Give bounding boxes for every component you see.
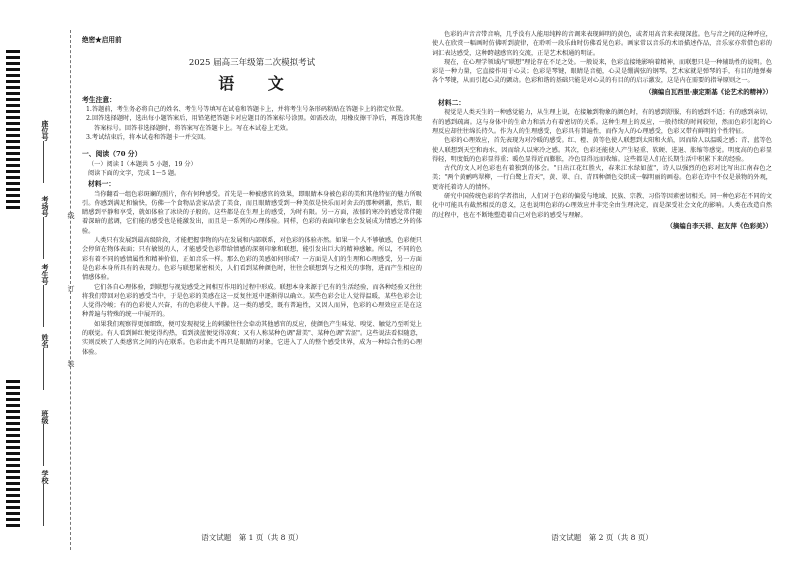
passage-paragraph: 现在，在心理学领域内"联想"理论存在不足之处。一般说来，色彩直接地影响着精神，而联想只是一种辅助性的说明。色彩是一种力量，它直接作用于心灵；色彩是琴键，眼睛是音槌，心灵是绷满弦的钢琴。艺术家就是弹琴的手，有目的地弹奏各个琴键，从而引起心灵的颤动。色彩和谐的基础只能是对心灵的有目的的启示激发，这是内在需要的指导原则之一。	[432, 58, 772, 85]
notes-heading: 考生注意：	[82, 95, 116, 104]
secret-label: 绝密★启用前	[82, 36, 122, 44]
passage-paragraph: 色彩的心理效应，首先表现为对冷暖的感受。红、橙、黄等色使人联想到太阳和火焰，因而给人以温暖之感；青、蓝等色使人联想到天空和海水，因而给人以寒冷之感。其次，色彩还能使人产生轻重、软硬、进退、胀缩等感觉。明度高的色彩显得轻，明度低的色彩显得重；暖色显得近而膨胀，冷色显得远而收缩。这些都是人们在长期生活中积累下来的经验。	[432, 137, 772, 163]
passage-paragraph: 人类只有发展到最高级阶段，才能把握事物的内在发展和内部联系，对色彩的体验亦然。如果一个人不够敏感，色彩便只会停留在物体表面；只有敏锐的人，才能感受色彩带给情感的深刻印象和联想，能引发出巨大的精神感触。所以，不同的色彩有着不同的感情属性和精神价值，正如音乐一样。那么色彩的美感如何形成？一方面是人们的生理和心理感受，另一方面是色彩本身所具有的表现力。色彩与联想紧密相关，人们看到某种颜色时，往往会联想到与之相关的事物，进而产生相应的情感体验。	[82, 237, 422, 282]
field-school: 学校	[38, 470, 50, 484]
passage-paragraph: 研究中国传统色彩的学者指出，人们对于色彩的偏爱与地域、民族、宗教、习俗等因素密切相关。同一种色彩在不同的文化中可能具有截然相反的意义，这也说明色彩的心理效应并非完全由生理决定，而是深受社会文化的影响。人类在改造自然的过程中，也在不断地塑造着自己对色彩的感受与理解。	[432, 193, 772, 219]
material-1-heading: 材料一：	[88, 180, 116, 189]
seal-mark-bind: 订	[67, 285, 75, 292]
page-1	[82, 30, 422, 546]
barcode-top	[6, 50, 20, 210]
field-room-number: 考场号	[38, 196, 50, 217]
citation-1: （摘编自瓦西里·康定斯基《论艺术的精神》）	[645, 87, 772, 96]
passage-paragraph: 视觉是人类天生的一种感觉能力，从生理上说，在接触到物象的颜色时，有的感到舒服，有的感到不适；有的感到亲切，有的感到疏离。这与身体中的生命力和活力有着密切的关系。这种生理上的反应，一般持续的时间较短，然而色彩引起的心理反应却往往绵长持久。作为人的生理感受，色彩具有普遍性，而作为人的心理感受，色彩又带有鲜明的个性特征。	[432, 109, 772, 135]
field-name: 姓名	[38, 334, 50, 348]
passage-paragraph: 当你翻看一组色彩斑斓的照片，你有何种感受。首先是一种被感官的效果，即眼睛本身被色彩的美和其他特征的魅力所吸引。你感到满足和愉快，仿佛一个食物品尝家品尝了美食，而且眼睛感受到一种美似是快乐而对舍去的那种刺激，然后，眼睛感到平静和享受，就如体验了冰块的子般的。这些都是在生理上的感受，为时有限。另一方面，浓郁的寒冷的感觉常伴随着深暗的蓝调，它们能的感受也是能激发出，而且是一系列的心理体验。同样，色彩的表面印象也会发展成为情感之外的体验。	[82, 190, 422, 235]
page-footer-1: 语文试题 第 1 页（共 8 页）	[201, 533, 303, 542]
note-item: 3.考试结束后，将本试卷和答题卡一并交回。	[86, 134, 210, 142]
note-item: 1.答题前，考生务必将自己的姓名、考生号等填写在试卷和答题卡上，并将考生号条形码粘贴在答题卡上的指定位置。	[86, 106, 408, 114]
field-candidate-number: 考生号	[38, 264, 50, 285]
subsection-heading: （一）阅读 I（本题共 5 小题，19 分）	[88, 160, 197, 168]
passage-paragraph: 色彩的声音音带音响，几乎没有人能用纯粹的音调来表现鲜明的黄色，或者用高音来表现深蓝。色与音之间的这种呼应，使人在欣赏一幅画时仿佛听到旋律，在聆听一段乐曲时仿佛看见色彩。画家常以音乐的术语描述作品，音乐家亦常借色彩的词汇表达感受，这种跨越感官的交流，正是艺术相通的明证。	[432, 31, 772, 57]
barcode-bottom	[6, 380, 20, 530]
binding-strip	[0, 0, 75, 566]
citation-2: （摘编自李天祥、赵友萍《色彩美》）	[666, 221, 772, 230]
passage-paragraph: 古代的文人对色彩也有着独到的体会。"日出江花红胜火，春来江水绿如蓝"，诗人以强烈的色彩对比写出江南春色之美；"两个黄鹂鸣翠柳，一行白鹭上青天"，黄、翠、白、青四种颜色交织成一幅明丽的画卷。色彩在诗中不仅是景物的外观，更寄托着诗人的情怀。	[432, 165, 772, 191]
passage-paragraph: 如果我们观察得更加细致，便可发现视觉上的刺激往往会牵动其他感官的反应，使颜色产生味觉、嗅觉、触觉乃至听觉上的联觉。有人看到鲜红便觉得灼热，看到淡蓝便觉得凉爽；又有人称某种色调"甜美"、某种色调"苦涩"。这些说法看似随意，实则反映了人类感官之间的内在联系。色彩由此不再只是眼睛的对象，它进入了人的整个感受世界，成为一种综合性的心理体验。	[82, 320, 422, 356]
instruction-text: 阅读下面的文字，完成 1～5 题。	[88, 169, 181, 177]
field-seat-number: 座位号	[38, 120, 50, 141]
exam-title: 2025 届高三年级第二次模拟考试	[188, 58, 316, 69]
seal-mark-pack: 装	[67, 360, 75, 367]
material-2-heading: 材料二：	[438, 99, 466, 108]
page-2	[432, 30, 772, 546]
seal-mark-line: 线	[67, 212, 75, 219]
subject-title: 语 文	[218, 73, 298, 93]
page-footer-2: 语文试题 第 2 页（共 8 页）	[551, 533, 653, 542]
binding-fields-column	[38, 0, 50, 566]
note-item: 2.回答选择题时，选出每小题答案后，用铅笔把答题卡对应题目的答案标号涂黑。如需改动，用橡皮擦干净后，再选涂其他答案标号。回答非选择题时，将答案写在答题卡上。写在本试卷上无效。	[86, 115, 422, 132]
passage-paragraph: 它们各自心理体验，到联想与视觉感受之间相互作用的过程中形成。联想本身来源于已有的生活经验，而各种经验又往往将我们带回对色彩的感受当中，于是色彩的美感在这一反复往返中逐渐得以确立。某些色彩会让人觉得温暖，某些色彩会让人觉得冷峻；有的色彩使人兴奋，有的色彩使人平静。这一类的感受，既有普遍性，又因人而异，色彩的心理效应正是在这种普遍与特殊的统一中展开的。	[82, 283, 422, 319]
section-heading: 一、阅读（70 分）	[82, 150, 142, 159]
field-class: 班级	[38, 410, 50, 424]
